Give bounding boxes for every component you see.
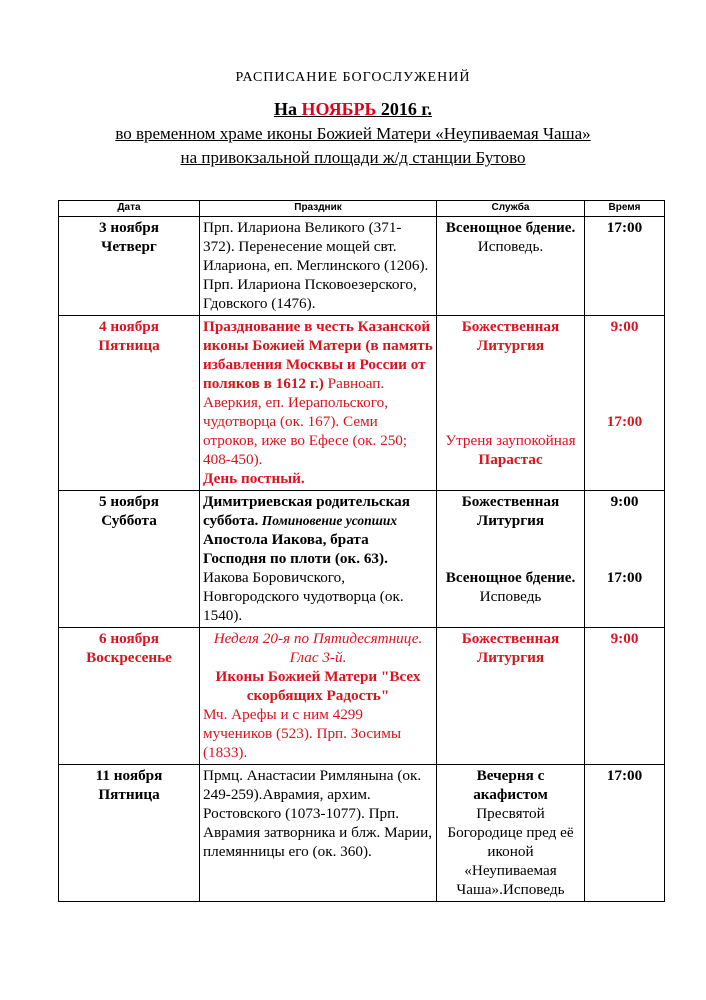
service-text: Исповедь [479, 588, 542, 605]
spacer [440, 355, 581, 431]
date-cell [59, 491, 200, 628]
service-cell [437, 217, 585, 316]
fast-day-note: День постный. [203, 470, 305, 487]
time-2: 17:00 [606, 413, 643, 430]
feast-italic: Неделя 20-я по Пятидесятнице. Глас 3-й. [213, 630, 423, 666]
service-bold-2: Всенощное бдение. [445, 569, 576, 586]
feast-cell [200, 491, 437, 628]
service-bold: Божественная Литургия [461, 318, 560, 354]
feast-text: Прмц. Анастасии Римлянына (ок. 249-259).Аврамия, архим. Ростовского (1073-1077). Прп. Аврамия затворника и блж. Марии, племянницы его (ок. 360). [203, 767, 433, 860]
month-heading [0, 99, 706, 120]
spacer [588, 336, 661, 412]
time-cell [585, 491, 665, 628]
table-row [59, 628, 665, 765]
time-2: 17:00 [606, 569, 643, 586]
time: 17:00 [606, 219, 643, 236]
time-cell [585, 217, 665, 316]
time-cell [585, 628, 665, 765]
table-row [59, 217, 665, 316]
service-text: Пресвятой Богородице пред её иконой «Неупиваемая Чаша».Исповедь [447, 805, 574, 898]
feast-text: Равноап. Аверкия, еп. Иерапольского, чудотворца (ок. 167). Семи отроков, иже во Ефесе (ок. 250; 408-450). [203, 375, 408, 468]
month-suffix: 2016 г. [376, 99, 433, 119]
header-date: Дата [59, 201, 200, 217]
time: 9:00 [610, 630, 639, 647]
feast-text: Прп. Илариона Великого (371-372). Перенесение мощей свт. Илариона, еп. Меглинского (1206). Прп. Илариона Псковоезерского, Гдовского (1476). [203, 219, 429, 312]
service-bold-2: Парастас [478, 451, 543, 468]
spacer [440, 530, 581, 568]
date: 3 ноября [99, 219, 159, 236]
date-cell [59, 628, 200, 765]
service-text: Исповедь. [477, 238, 544, 255]
date: 6 ноября [99, 630, 159, 647]
header-time: Время [585, 201, 665, 217]
church-line: во временном храме иконы Божией Матери «Неупиваемая Чаша» [115, 124, 591, 143]
feast-bold: Иконы Божией Матери "Всех скорбящих Радость" [215, 668, 421, 704]
weekday: Четверг [101, 238, 157, 255]
time: 9:00 [610, 493, 639, 510]
location-line: на привокзальной площади ж/д станции Бутово [180, 148, 526, 167]
time: 9:00 [610, 318, 639, 335]
header-feast: Праздник [200, 201, 437, 217]
spacer [588, 511, 661, 568]
feast-bold: Празднование в честь Казанской иконы Божией Матери (в память избавления Москвы и России от поляков в 1612 г.) [203, 318, 433, 392]
service-bold: Вечерня с акафистом [473, 767, 548, 803]
table-row [59, 491, 665, 628]
date-cell [59, 217, 200, 316]
date-cell [59, 765, 200, 902]
time-cell [585, 765, 665, 902]
feast-cell [200, 765, 437, 902]
service-cell [437, 765, 585, 902]
weekday: Суббота [101, 512, 157, 529]
feast-italic: Поминовение усопших [258, 513, 398, 528]
feast-cell [200, 217, 437, 316]
date: 11 ноября [95, 767, 163, 784]
service-bold: Божественная Литургия [461, 493, 560, 529]
service-cell [437, 316, 585, 491]
schedule-table [58, 200, 665, 902]
service-cell [437, 628, 585, 765]
service-text: Утреня заупокойная [445, 432, 576, 449]
time: 17:00 [606, 767, 643, 784]
table-row [59, 316, 665, 491]
date: 5 ноября [99, 493, 159, 510]
month-prefix: На [273, 99, 302, 119]
date: 4 ноября [99, 318, 159, 335]
feast-bold: Димитриевская родительская суббота. [203, 493, 410, 529]
feast-text: Иакова Боровичского, Новгородского чудотворца (ок. 1540). [203, 569, 404, 624]
month-name: НОЯБРЬ [301, 99, 377, 119]
service-bold: Божественная Литургия [461, 630, 560, 666]
service-cell [437, 491, 585, 628]
weekday: Воскресенье [86, 649, 172, 666]
date-cell [59, 316, 200, 491]
service-bold: Всенощное бдение. [445, 219, 576, 236]
feast-bold-2: Апостола Иакова, брата Господня по плоти (ок. 63). [203, 531, 388, 567]
feast-cell [200, 628, 437, 765]
header-service: Служба [437, 201, 585, 217]
time-cell [585, 316, 665, 491]
table-header-row [59, 201, 665, 217]
weekday: Пятница [98, 337, 160, 354]
page-title: РАСПИСАНИЕ БОГОСЛУЖЕНИЙ [235, 70, 471, 85]
weekday: Пятница [98, 786, 160, 803]
feast-text: Мч. Арефы и с ним 4299 мучеников (523). Прп. Зосимы (1833). [203, 706, 402, 761]
feast-cell [200, 316, 437, 491]
table-row [59, 765, 665, 902]
